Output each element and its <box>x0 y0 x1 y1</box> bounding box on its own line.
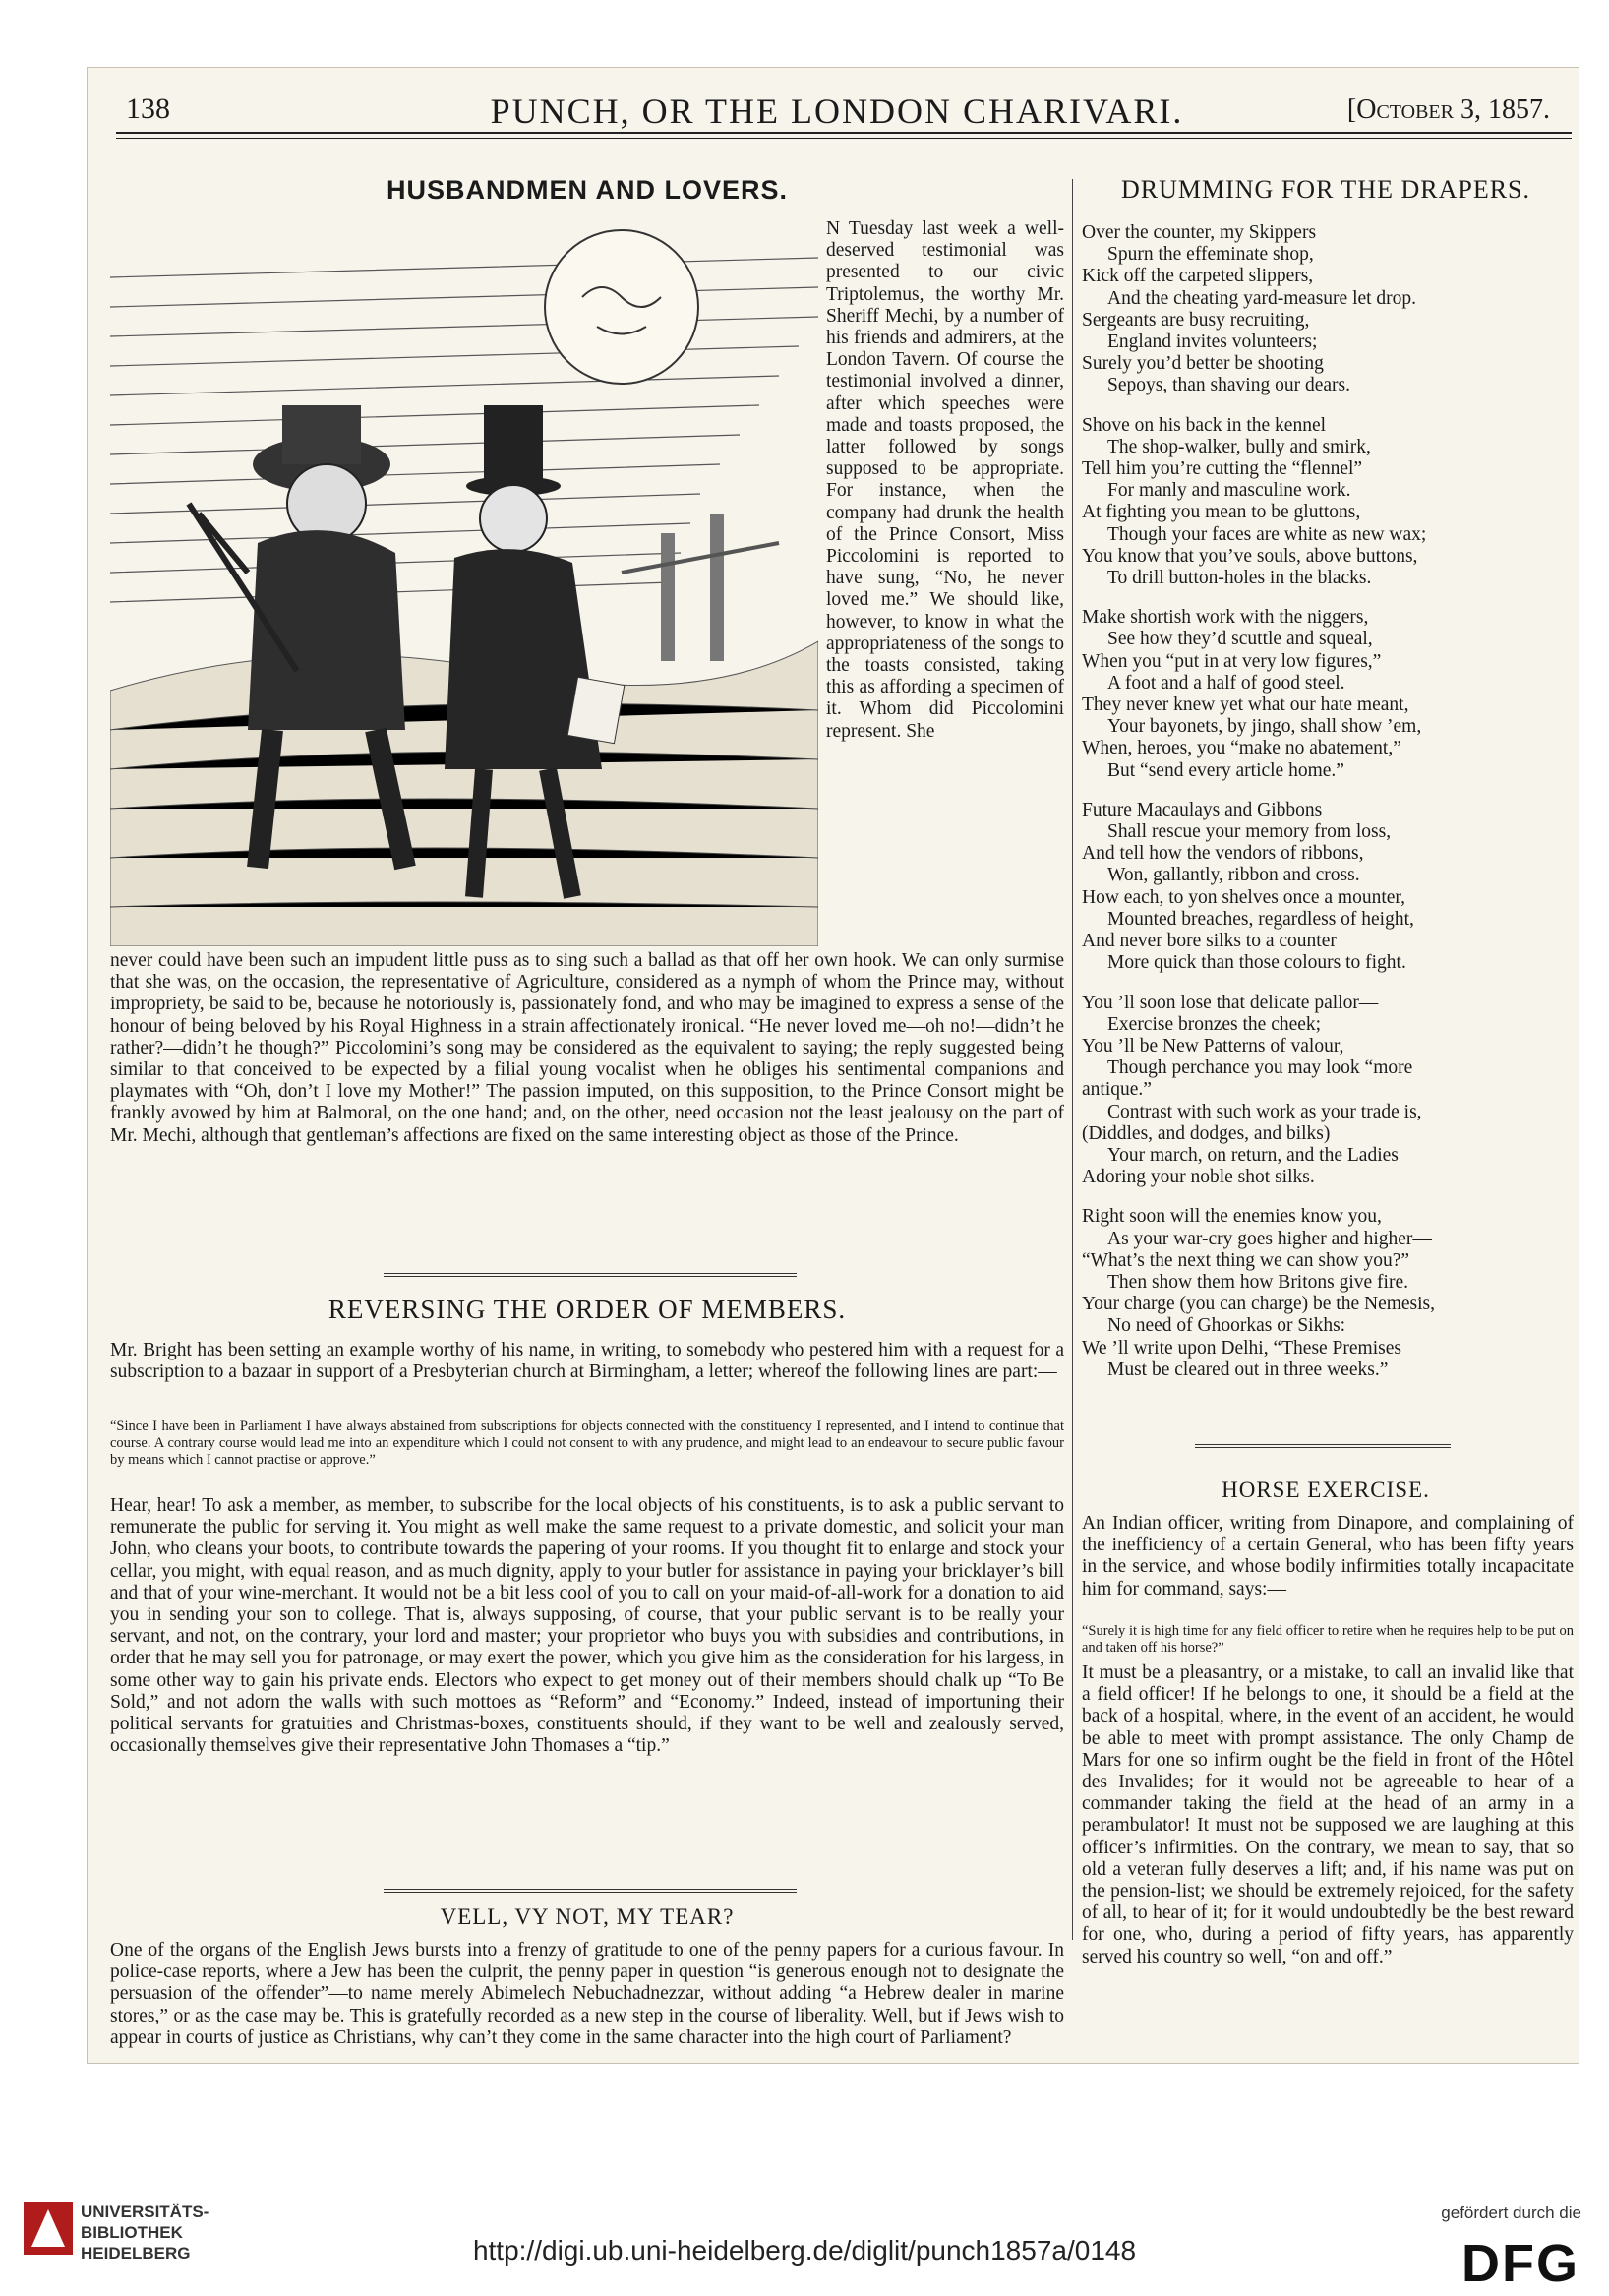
column-divider <box>1072 179 1073 1940</box>
poem-line: But “send every article home.” <box>1107 759 1344 781</box>
issue-date: [October 3, 1857. <box>1346 94 1550 125</box>
poem-line: Sergeants are busy recruiting, <box>1082 309 1310 331</box>
drumming-poem <box>1082 222 1574 1381</box>
footer-bar <box>0 2194 1609 2296</box>
horse-quote: “Surely it is high time for any field officer to retire when he requires help to be put on and taken off his horse?” <box>1082 1623 1574 1656</box>
library-line-3: HEIDELBERG <box>81 2244 191 2263</box>
header-rule-thin <box>116 138 1572 139</box>
poem-line: You know that you’ve souls, above buttons, <box>1082 545 1418 567</box>
horse-intro: An Indian officer, writing from Dinapore, and complaining of the inefficiency of a certain General, who has been fifty years in the service, and whose bodily infirmities totally incapacitate him for command, says:— <box>1082 1513 1574 1600</box>
drumming-heading: DRUMMING FOR THE DRAPERS. <box>1120 175 1531 204</box>
poem-line: Your charge (you can charge) be the Nemesis, <box>1082 1294 1436 1315</box>
poem-line: Your march, on return, and the Ladies <box>1107 1144 1399 1166</box>
husbandmen-side-text: N Tuesday last week a well-deserved testimonial was presented to our civic Triptolemus, the worthy Mr. Sheriff Mechi, by a number of his friends and admirers, at the London Tavern. Of course the testimonial involved a dinner, after which speeches were made and toasts proposed, the latter followed by songs supposed to be appropriate. For instance, when the company had drunk the health of the Prince Consort, Miss Piccolomini is reported to have sung, “No, he never loved me.” We should like, however, to know in what the appropriateness of the songs to the toasts consisted, taking this as affording a specimen of it. Whom did Piccolomini represent. She <box>826 218 1064 742</box>
poem-line: Kick off the carpeted slippers, <box>1082 266 1314 287</box>
poem-line: You ’ll soon lose that delicate pallor— <box>1082 992 1379 1013</box>
poem-line: When, heroes, you “make no abatement,” <box>1082 738 1401 759</box>
dfg-logo: DFG <box>1461 2234 1579 2293</box>
vell-body: One of the organs of the English Jews bursts into a frenzy of gratitude to one of the penny papers for a curious favour. In police-case reports, where a Jew has been the culprit, the penny paper in question “is generous enough not to designate the persuasion of the offender”—to name merely Abimelech Nebuchadnezzar, without adding “a Hebrew dealer in marine stores,” or as the case may be. This is gratefully recorded as a new step in the course of liberality. Well, but if Jews wish to appear in courts of justice as Christians, why can’t they come in the same character into the high court of Parliament? <box>110 1940 1064 2048</box>
section-separator <box>384 1273 797 1277</box>
stanza-gap <box>1082 782 1574 800</box>
poem-line: Sepoys, than shaving our dears. <box>1107 375 1350 396</box>
poem-line: Shall rescue your memory from loss, <box>1107 821 1392 843</box>
poem-line: And never bore silks to a counter <box>1082 931 1337 952</box>
poem-line: Future Macaulays and Gibbons <box>1082 799 1323 820</box>
poem-line: How each, to yon shelves once a mounter, <box>1082 886 1405 908</box>
poem-line: We ’ll write upon Delhi, “These Premises <box>1082 1337 1401 1359</box>
poem-line: They never knew yet what our hate meant, <box>1082 695 1409 716</box>
poem-line: Mounted breaches, regardless of height, <box>1107 908 1414 930</box>
poem-line: Over the counter, my Skippers <box>1082 222 1317 243</box>
poem-line: You ’ll be New Patterns of valour, <box>1082 1035 1344 1057</box>
poem-line: Surely you’d better be shooting <box>1082 353 1324 375</box>
poem-line: Right soon will the enemies know you, <box>1082 1206 1382 1228</box>
reversing-heading: REVERSING THE ORDER OF MEMBERS. <box>328 1295 847 1324</box>
poem-line: As your war-cry goes higher and higher— <box>1107 1228 1432 1249</box>
source-url-link[interactable]: http://digi.ub.uni-heidelberg.de/diglit/punch1857a/0148 <box>472 2235 1137 2266</box>
cartoon-illustration <box>110 218 818 946</box>
poem-line: (Diddles, and dodges, and bilks) <box>1082 1122 1331 1144</box>
stanza-gap <box>1082 975 1574 993</box>
poem-line: No need of Ghoorkas or Sikhs: <box>1107 1315 1346 1337</box>
header-rule <box>116 132 1572 134</box>
poem-line: And tell how the vendors of ribbons, <box>1082 843 1364 865</box>
stanza-gap <box>1082 1188 1574 1206</box>
poem-line: To drill button-holes in the blacks. <box>1107 568 1372 589</box>
section-separator-2 <box>384 1889 797 1893</box>
poem-line: Then show them how Britons give fire. <box>1107 1271 1408 1293</box>
horse-heading: HORSE EXERCISE. <box>1222 1478 1430 1502</box>
section-separator-3 <box>1195 1444 1451 1448</box>
poem-line: Spurn the effeminate shop, <box>1107 244 1314 266</box>
library-line-2: BIBLIOTHEK <box>81 2223 183 2242</box>
poem-line: More quick than those colours to fight. <box>1107 952 1406 974</box>
poem-line: At fighting you mean to be gluttons, <box>1082 502 1361 523</box>
poem-line: And the cheating yard-measure let drop. <box>1107 287 1417 309</box>
poem-line: Exercise bronzes the cheek; <box>1107 1013 1322 1035</box>
running-header <box>94 91 1579 130</box>
poem-line: Make shortish work with the niggers, <box>1082 607 1369 629</box>
stanza-gap <box>1082 397 1574 415</box>
running-title: PUNCH, OR THE LONDON CHARIVARI. <box>490 91 1184 131</box>
poem-line: Won, gallantly, ribbon and cross. <box>1107 865 1360 886</box>
poem-line: Tell him you’re cutting the “flennel” <box>1082 458 1363 480</box>
husbandmen-heading: HUSBANDMEN AND LOVERS. <box>386 175 788 205</box>
poem-line: Contrast with such work as your trade is, <box>1107 1101 1422 1122</box>
reversing-intro: Mr. Bright has been setting an example worthy of his name, in writing, to somebody who pestered him with a request for a subscription to a bazaar in support of a Presbyterian church at Birmingham, a letter; whereof the following lines are part:— <box>110 1340 1064 1383</box>
poem-line: Adoring your noble shot silks. <box>1082 1167 1315 1188</box>
husbandmen-body: never could have been such an impudent little puss as to sing such a ballad as that off her own hook. We can only surmise that she was, on the occasion, the representative of Agriculture, considered as a nymph of whom the Prince may, without impropriety, be said to be, because he notoriously is, passionately fond, and who may be imagined to express a sense of the honour of being beloved by his Royal Highness in a strain affectionately ironical. “He never loved me—oh no!—didn’t he rather?—didn’t he though?” Piccolomini’s song may be considered as the equivalent to saying; the reply suggested being similar to that conceived to be expected by a filial young vocalist when he obliges his sentimental companions and playmates with “Oh, don’t I love my Mother!” The passion imputed, on this supposition, to the Prince Consort might be frankly avowed by him at Balmoral, on the one hand; and, on the other, need occasion not the least jealousy on the part of Mr. Mechi, although that gentleman’s affections are fixed on the same interesting object as those of the Prince. <box>110 950 1064 1146</box>
poem-line: For manly and masculine work. <box>1107 480 1351 502</box>
vell-heading: VELL, VY NOT, MY TEAR? <box>440 1904 735 1929</box>
poem-line: antique.” <box>1082 1079 1152 1101</box>
page-number: 138 <box>126 92 170 125</box>
poem-line: See how they’d scuttle and squeal, <box>1107 629 1373 650</box>
poem-line: When you “put in at very low figures,” <box>1082 650 1382 672</box>
poem-line: Shove on his back in the kennel <box>1082 414 1327 436</box>
poem-line: A foot and a half of good steel. <box>1107 672 1345 694</box>
horse-body: It must be a pleasantry, or a mistake, to call an invalid like that a field officer! If he belongs to one, it should be a field at the back of a hospital, where, in the event of an accident, he would be able to meet with prompt assistance. The only Champ de Mars for one so infirm ought be the field in front of the Hôtel des Invalides; for it would not be agreeable to hear of a commander taking the field at the head of an army in a perambulator! It must not be supposed we are laughing at this officer’s infirmities. On the contrary, we mean to say, that so old a veteran fully deserves a lift; and, if his name was put on the pension-list; we should be extremely rejoiced, for the safety of all, to hear of it; for it would undoubtedly be the best reward for one, who, during a period of fifty years, has apparently served his country so well, “on and off.” <box>1082 1662 1574 1967</box>
poem-line: Must be cleared out in three weeks.” <box>1107 1359 1389 1380</box>
sponsor-text: gefördert durch die <box>1441 2204 1581 2222</box>
poem-line: England invites volunteers; <box>1107 332 1318 353</box>
library-line-1: UNIVERSITÄTS- <box>81 2203 209 2221</box>
stanza-gap <box>1082 589 1574 607</box>
poem-line: The shop-walker, bully and smirk, <box>1107 436 1371 457</box>
poem-line: Your bayonets, by jingo, shall show ’em, <box>1107 716 1422 738</box>
poem-line: “What’s the next thing we can show you?” <box>1082 1249 1410 1271</box>
reversing-quote: “Since I have been in Parliament I have always abstained from subscriptions for objects connected with the constituency I represented, and I intend to continue that course. A contrary course would lead me into an expenditure which I could not consent to with any prudence, and might lead to an endeavour to secure public favour by means which I cannot practise or approve.” <box>110 1419 1064 1468</box>
poem-line: Though perchance you may look “more <box>1107 1057 1413 1079</box>
reversing-body: Hear, hear! To ask a member, as member, to subscribe for the local objects of his constituents, is to ask a public servant to remunerate the public for serving it. You might as well make the same request to a private domestic, and solicit your man John, who cleans your boots, to contribute towards the papering of your rooms. If you thought fit to enlarge and stock your cellar, you might, with equal reason, and as much dignity, apply to your butler for assistance in paying your bricklayer’s bill and that of your wine-merchant. It would not be a bit less cool of you to call on your maid-of-all-work for a donation to aid you in sending your son to college. That is, always supposing, of course, that your public servant is to be really your servant, and not, on the contrary, your lord and master; your proprietor who buys you with subsidies and contributions, in order that he may sell you for patronage, or may exert the power, which you give him as the consideration for his largess, in some other way to gain his private ends. Electors who expect to get money out of their members should chalk up “To Be Sold,” and not adorn the walls with such mottoes as “Reform” and “Economy.” Indeed, instead of importuning their political servants for gratuities and Christmas-boxes, constituents should, if they want to be well and zealously served, occasionally themselves give their representative John Thomases a “tip.” <box>110 1495 1064 1757</box>
poem-line: Though your faces are white as new wax; <box>1107 523 1427 545</box>
